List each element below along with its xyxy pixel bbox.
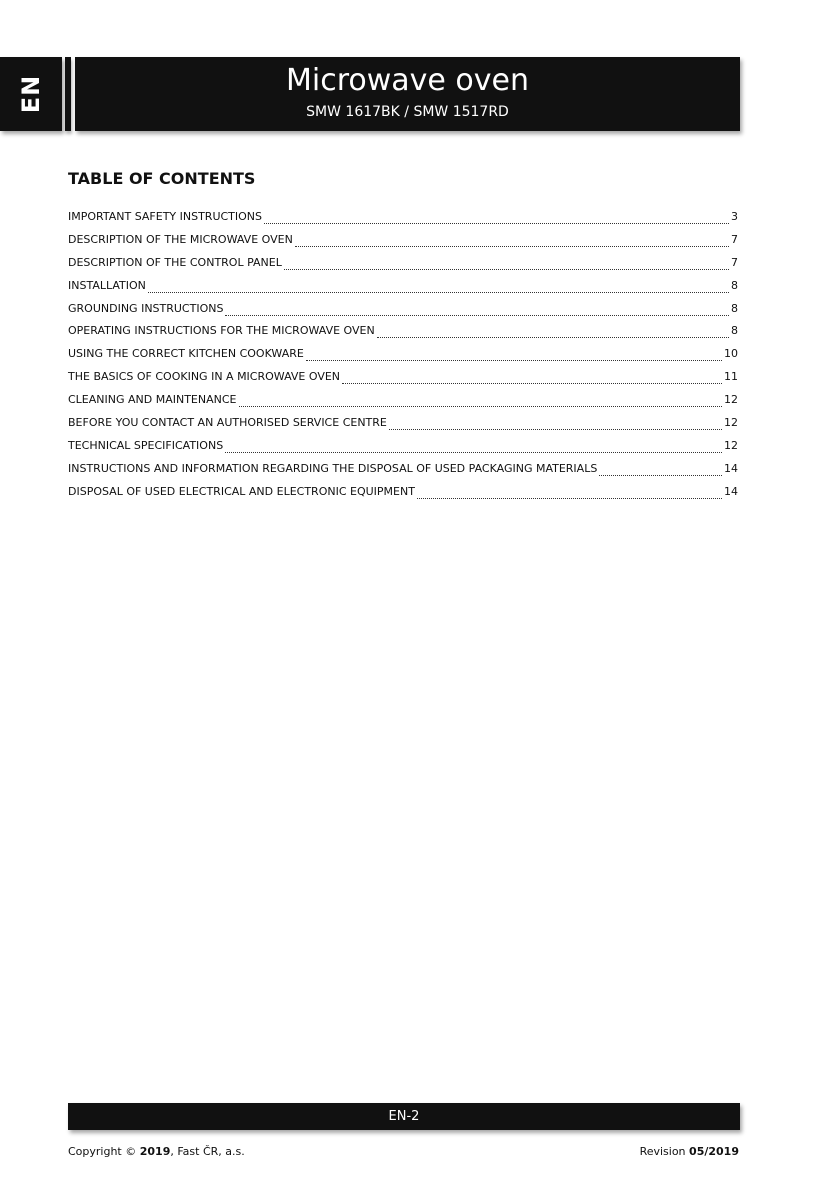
header-banner bbox=[75, 57, 740, 131]
toc-entry-title: GROUNDING INSTRUCTIONS bbox=[68, 301, 224, 315]
toc-entry-page: 12 bbox=[724, 438, 738, 452]
toc-entry-title: THE BASICS OF COOKING IN A MICROWAVE OVEN bbox=[68, 370, 341, 384]
toc-entry-page: 14 bbox=[724, 461, 738, 475]
toc-entry[interactable] bbox=[68, 300, 738, 323]
model-numbers: SMW 1617BK / SMW 1517RD bbox=[306, 104, 509, 120]
header-divider bbox=[65, 57, 71, 131]
toc-entry[interactable] bbox=[68, 231, 738, 254]
toc-entry[interactable] bbox=[68, 345, 738, 368]
toc-leader bbox=[295, 246, 729, 247]
language-tab bbox=[0, 57, 62, 131]
toc-leader bbox=[342, 383, 722, 384]
toc-entry-page: 8 bbox=[731, 278, 738, 292]
toc-entry[interactable] bbox=[68, 460, 738, 483]
toc-leader bbox=[239, 406, 723, 407]
toc-entry-title: TECHNICAL SPECIFICATIONS bbox=[68, 438, 224, 452]
toc-entry-page: 14 bbox=[724, 484, 738, 498]
toc-entry-page: 12 bbox=[724, 393, 738, 407]
toc-leader bbox=[225, 315, 729, 316]
toc-entry-title: USING THE CORRECT KITCHEN COOKWARE bbox=[68, 347, 304, 361]
toc-entry[interactable] bbox=[68, 322, 738, 345]
toc-leader bbox=[389, 429, 722, 430]
toc-entry-page: 8 bbox=[731, 301, 738, 315]
toc-entry-title: OPERATING INSTRUCTIONS FOR THE MICROWAVE OVEN bbox=[68, 324, 375, 338]
toc-entry-title: DESCRIPTION OF THE CONTROL PANEL bbox=[68, 255, 282, 269]
toc-entry[interactable] bbox=[68, 254, 738, 277]
toc-leader bbox=[148, 292, 729, 293]
toc-entry-page: 12 bbox=[724, 416, 738, 430]
copyright-owner: , Fast ČR, a.s. bbox=[170, 1145, 245, 1158]
toc-heading: TABLE OF CONTENTS bbox=[68, 169, 256, 188]
document-title: Microwave oven bbox=[286, 63, 529, 98]
toc-entry[interactable] bbox=[68, 483, 738, 506]
toc-leader bbox=[306, 360, 722, 361]
toc-leader bbox=[377, 337, 729, 338]
toc-entry[interactable] bbox=[68, 414, 738, 437]
toc-entry-title: IMPORTANT SAFETY INSTRUCTIONS bbox=[68, 210, 263, 223]
toc-entry-page: 7 bbox=[731, 232, 738, 246]
copyright-prefix: Copyright © bbox=[68, 1145, 137, 1158]
toc-entry-title: INSTRUCTIONS AND INFORMATION REGARDING THE DISPOSAL OF USED PACKAGING MATERIALS bbox=[68, 461, 598, 475]
toc-entry[interactable] bbox=[68, 391, 738, 414]
toc-leader bbox=[264, 223, 729, 224]
toc-entry-title: BEFORE YOU CONTACT AN AUTHORISED SERVICE CENTRE bbox=[68, 416, 387, 430]
toc-entry-title: CLEANING AND MAINTENANCE bbox=[68, 393, 237, 407]
toc-entry-title: DESCRIPTION OF THE MICROWAVE OVEN bbox=[68, 232, 293, 246]
toc-list bbox=[68, 208, 738, 506]
toc-entry-title: DISPOSAL OF USED ELECTRICAL AND ELECTRONIC EQUIPMENT bbox=[68, 484, 415, 498]
toc-entry[interactable] bbox=[68, 208, 738, 231]
toc-entry-page: 8 bbox=[731, 324, 738, 338]
toc-entry-page: 11 bbox=[724, 370, 738, 384]
toc-entry-page: 3 bbox=[731, 210, 738, 223]
toc-entry-page: 7 bbox=[731, 255, 738, 269]
toc-leader bbox=[599, 475, 722, 476]
copyright-notice bbox=[68, 1144, 245, 1160]
revision-label: Revision bbox=[639, 1145, 686, 1158]
toc-entry[interactable] bbox=[68, 277, 738, 300]
revision-notice bbox=[640, 1144, 739, 1160]
toc-leader bbox=[284, 269, 729, 270]
toc-entry[interactable] bbox=[68, 437, 738, 460]
page-number: EN-2 bbox=[388, 1109, 420, 1124]
toc-entry[interactable] bbox=[68, 368, 738, 391]
page-number-bar bbox=[68, 1103, 740, 1130]
toc-entry-title: INSTALLATION bbox=[68, 278, 146, 292]
toc-entry-page: 10 bbox=[724, 347, 738, 361]
toc-leader bbox=[225, 452, 722, 453]
language-tab-label: EN bbox=[17, 74, 45, 114]
copyright-year: 2019 bbox=[139, 1145, 171, 1158]
revision-value: 05/2019 bbox=[689, 1145, 739, 1158]
toc-leader bbox=[417, 498, 722, 499]
